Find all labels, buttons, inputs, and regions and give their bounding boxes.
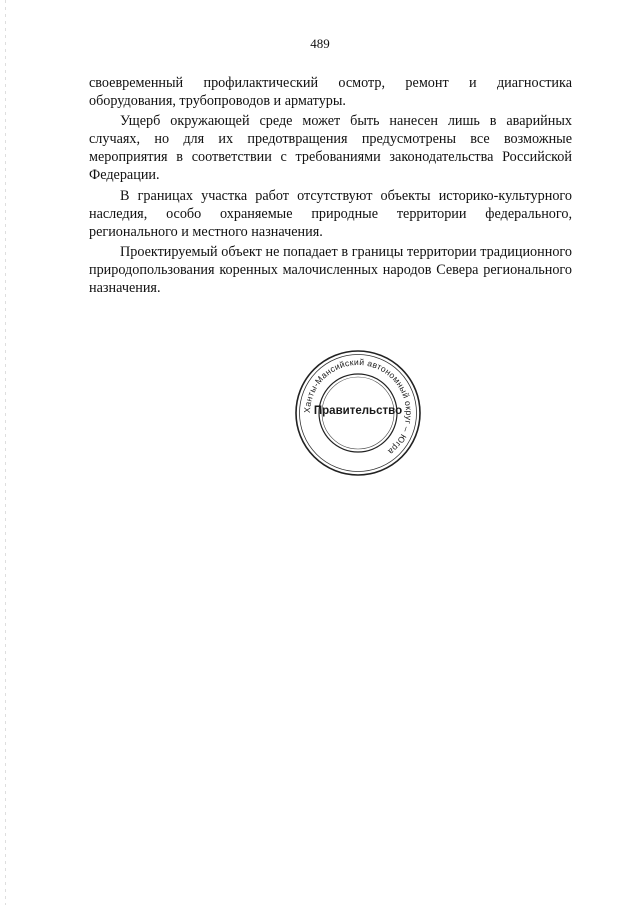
official-seal: [293, 348, 423, 478]
seal-ring-text: Ханты-Мансийский автономный округ – Югра: [301, 356, 415, 458]
paragraph-damage: Ущерб окружающей среде может быть нанесен лишь в аварийных случаях, но для их предотвращения предусмотрены все возможные мероприятия в соответствии с требованиями законодательства Российской Федерации.: [89, 113, 572, 184]
scan-edge-artifact: [5, 0, 6, 905]
paragraph-indigenous: Проектируемый объект не попадает в границы территории традиционного природопользования коренных малочисленных народов Севера регионального назначения.: [89, 243, 572, 297]
page-number: 489: [310, 36, 330, 51]
paragraph-heritage: В границах участка работ отсутствуют объекты историко-культурного наследия, особо охраняемые природные территории федерального, регионального и местного назначения.: [89, 187, 572, 240]
document-body: [89, 74, 572, 299]
seal-center-text: Правительство: [313, 405, 403, 417]
paragraph-continuation: своевременный профилактический осмотр, ремонт и диагностика оборудования, трубопроводов и арматуры.: [89, 75, 572, 110]
